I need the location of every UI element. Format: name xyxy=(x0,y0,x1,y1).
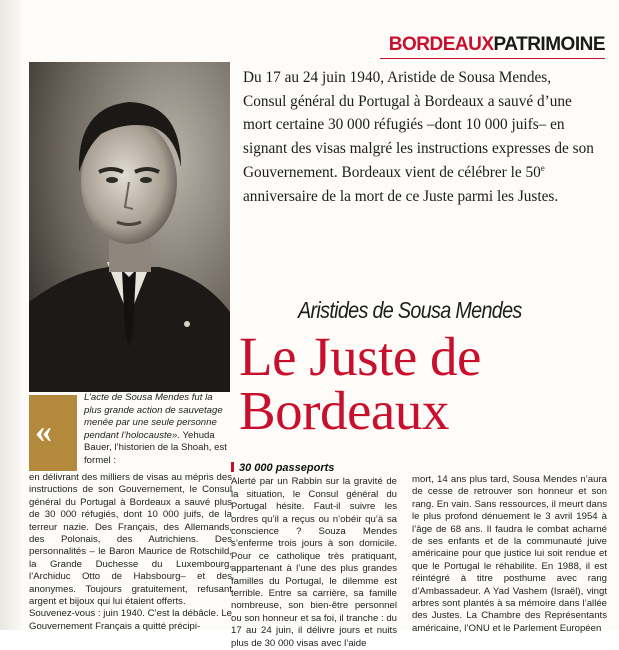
article-subtitle: Aristides de Sousa Mendes xyxy=(298,297,522,323)
column-2-text: Alerté par un Rabbin sur la gravité de la situation, le Consul général du Portugal hésite. Faut-il suivre les ordres qu’il a reçus ou n’obéir qu’à sa conscience ? Souza Mendes s’enferme trois jours à son domicile. Pour ce catholique très pratiquant, appartenant à l’une des plus grandes familles du Portugal, le dilemme est terrible. Entre sa carrière, sa famille nombreuse, son bien-être personnel ou son honneur et sa foi, il tranche : du 17 au 24 juin, il délivre jours et nuits plus de 30 000 visas avec l’aide xyxy=(231,476,397,649)
section-header xyxy=(389,34,605,56)
page-gutter xyxy=(0,0,22,630)
portrait-illustration xyxy=(29,62,230,392)
pull-quote xyxy=(84,392,232,468)
intro-text-1: Du 17 au 24 juin 1940, Aristide de Sousa Mendes, Consul général du Portugal à Bordeaux a sauvé d’une mort certaine 30 000 réfugiés –dont 10 000 juifs– en signant des visas malgré les instructions expresses de son Gouvernement. Bordeaux vient de célébrer le 50 xyxy=(243,69,594,181)
article-title xyxy=(239,326,481,441)
intro-text-2: anniversaire de la mort de ce Juste parmi les Justes. xyxy=(243,187,559,205)
title-line-2: Bordeaux xyxy=(239,380,449,441)
column-1-paragraph-2: Souvenez-vous : juin 1940. C’est la débâcle. Le Gouvernement Français a quitté précipi- xyxy=(29,608,232,632)
section-heading-text: 30 000 passeports xyxy=(239,462,335,474)
column-3 xyxy=(412,474,607,635)
section-name-black: PATRIMOINE xyxy=(493,34,605,55)
intro-paragraph xyxy=(243,66,598,208)
quote-mark-icon: « xyxy=(35,413,52,450)
section-name-red: BORDEAUX xyxy=(388,34,494,55)
column-1 xyxy=(29,472,232,633)
header-rule xyxy=(380,58,605,59)
column-1-paragraph-1: en délivrant des milliers de visas au mépris des instructions de son Gouvernement, le Consul général du Portugal à Bordeaux a sauvé plus de 30 000 réfugiés, dont 10 000 juifs, de la terreur nazie. Des Français, des Allemands, des Polonais, des Autrichiens. Des personnalités – le Baron Maurice de Rotschild, la Grande Duchesse du Luxembourg, l’Archiduc Otto de Habsbourg– et des anonymes. Toujours gratuitement, refusant argent et bijoux qui lui étaient offerts. xyxy=(29,472,232,608)
section-bar xyxy=(231,462,234,472)
quote-box xyxy=(29,395,77,471)
column-3-text: mort, 14 ans plus tard, Sousa Mendes n’aura de cesse de retrouver son honneur et son rang. En vain. Sans ressources, il meurt dans le plus profond dénuement le 3 avril 1954 à l’âge de 68 ans. Il faudra le combat acharné de ses enfants et de la communauté juive américaine pour que justice lui soit rendue et que le Portugal le réhabilite. En 1988, il est réintégré à titre posthume avec rang d’Ambassadeur. A Yad Vashem (Israël), vingt arbres sont plantés à sa mémoire dans l’allée des Justes. La Chambre des Représentants américaine, l’ONU et le Parlement Européen xyxy=(412,474,607,634)
title-line-1: Le Juste de xyxy=(239,326,481,387)
pull-quote-italic: L’acte de Sousa Mendes fut la plus grande action de sauvetage menée par une seule personne pendant l’holocauste». xyxy=(84,392,223,441)
portrait-photo xyxy=(29,62,230,392)
column-2 xyxy=(231,462,397,650)
intro-superscript: e xyxy=(540,162,545,173)
pull-quote-attribution: Yehuda Bauer, l’historien de la Shoah, est formel : xyxy=(84,429,227,466)
section-heading xyxy=(231,462,397,474)
